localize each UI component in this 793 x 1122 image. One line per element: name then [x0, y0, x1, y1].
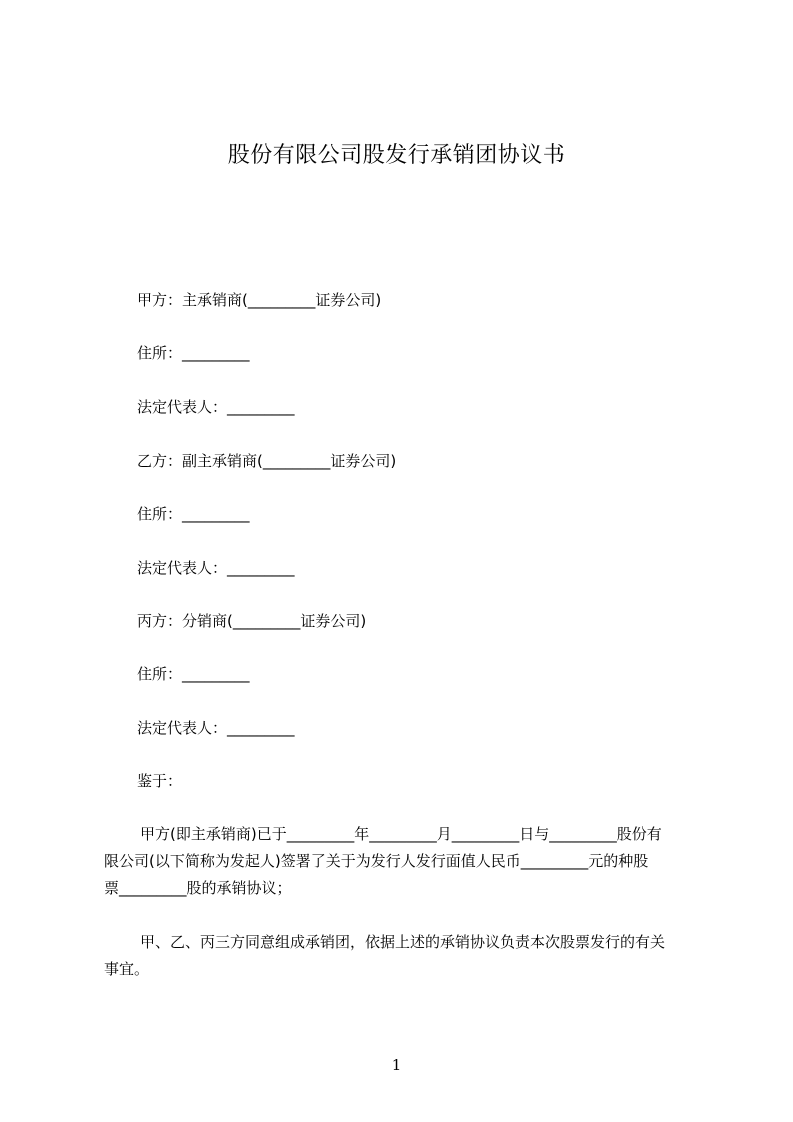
paragraph-1-line-1: 甲方(即主承销商)已于_________年_________月_________日与_________股份有: [140, 825, 662, 843]
party-a-address: 住所：_________: [137, 344, 250, 362]
paragraph-1: [104, 821, 700, 902]
paragraph-2-line-1: 甲、乙、丙三方同意组成承销团，依据上述的承销协议负责本次股票发行的有关: [140, 933, 666, 951]
paragraph-1-line-3: 票_________股的承销协议；: [104, 879, 292, 897]
party-b-representative: 法定代表人：_________: [137, 559, 295, 577]
party-a-heading: 甲方：主承销商(_________证券公司): [137, 291, 382, 309]
party-b-address: 住所：_________: [137, 505, 250, 523]
paragraph-2: [104, 929, 700, 983]
party-c-representative: 法定代表人：_________: [137, 719, 295, 737]
document-title: 股份有限公司股发行承销团协议书: [227, 143, 566, 168]
party-b-heading: 乙方：副主承销商(_________证券公司): [137, 452, 397, 470]
party-c-heading: 丙方：分销商(_________证券公司): [137, 612, 367, 630]
page-number: 1: [391, 1056, 402, 1074]
whereas-label: 鉴于：: [137, 772, 183, 790]
paragraph-2-line-2: 事宜。: [104, 960, 150, 978]
paragraph-1-line-2: 限公司(以下简称为发起人)签署了关于为发行人发行面值人民币_________元的种股: [104, 852, 649, 870]
party-c-address: 住所：_________: [137, 665, 250, 683]
party-a-representative: 法定代表人：_________: [137, 398, 295, 416]
